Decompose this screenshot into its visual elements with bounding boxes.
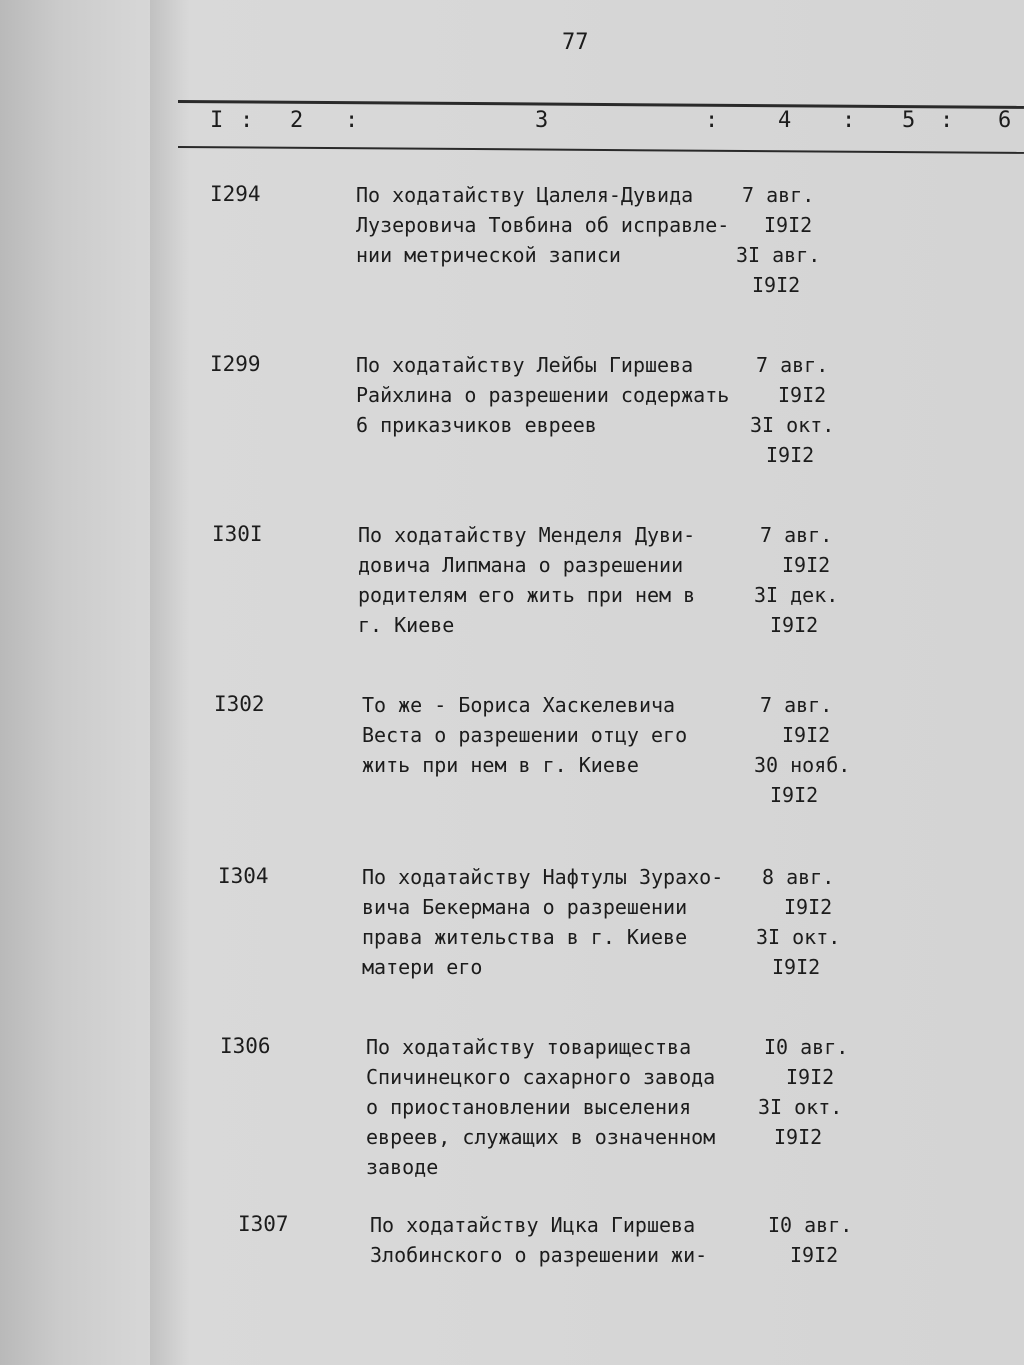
record-description-line: По ходатайству товарищества [366, 1035, 692, 1059]
record-description [362, 690, 687, 780]
book-gutter [150, 0, 190, 1365]
record-end-date-line: 3I окт. [758, 1095, 843, 1119]
record-end-date-line: 3I авг. [736, 243, 821, 267]
record-dates [754, 520, 839, 640]
record-dates [758, 1032, 849, 1152]
record-description-line: нии метрической записи [356, 243, 621, 267]
record-start-date-line: I9I2 [782, 723, 831, 747]
record-description-line: 6 приказчиков евреев [356, 413, 597, 437]
column-separator-4: : [842, 108, 856, 133]
record-description-line: довича Липмана о разрешении [358, 553, 684, 577]
record-number: I30I [212, 522, 263, 546]
column-head-2: 2 [290, 108, 304, 133]
column-separator-1: : [240, 108, 254, 133]
record-end-date-line: I9I2 [770, 613, 819, 637]
record-description [362, 862, 723, 982]
page-number: 77 [562, 30, 589, 55]
record-description-line: Спичинецкого сахарного завода [366, 1065, 716, 1089]
record-dates [736, 180, 821, 300]
record-start-date-line: 7 авг. [742, 183, 815, 207]
record-start-date-line: I9I2 [782, 553, 831, 577]
record-start-date-line: I0 авг. [764, 1035, 849, 1059]
record-description-line: родителям его жить при нем в [358, 583, 696, 607]
record-description-line: Лузеровича Товбина об исправле- [356, 213, 730, 237]
record-end-date-line: I9I2 [772, 955, 821, 979]
record-start-date-line: 7 авг. [760, 523, 833, 547]
record-start-date-line: 8 авг. [762, 865, 835, 889]
column-head-3: 3 [535, 108, 549, 133]
record-description-line: заводе [366, 1155, 439, 1179]
column-head-6: 6 [998, 108, 1012, 133]
record-end-date-line: 30 нояб. [754, 753, 851, 777]
record-end-date-line: 3I окт. [750, 413, 835, 437]
record-start-date-line: 7 авг. [756, 353, 829, 377]
record-number: I294 [210, 182, 261, 206]
record-dates [754, 690, 851, 810]
record-description-line: евреев, служащих в означенном [366, 1125, 716, 1149]
record-end-date-line: I9I2 [774, 1125, 823, 1149]
record-description-line: То же - Бориса Хаскелевича [362, 693, 676, 717]
record-start-date-line: I9I2 [786, 1065, 835, 1089]
record-description-line: Веста о разрешении отцу его [362, 723, 688, 747]
record-description-line: Злобинского о разрешении жи- [370, 1243, 708, 1267]
record-dates [756, 862, 841, 982]
column-separator-3: : [705, 108, 719, 133]
column-separator-2: : [345, 108, 359, 133]
record-description [358, 520, 695, 640]
record-number: I306 [220, 1034, 271, 1058]
record-description-line: о приостановлении выселения [366, 1095, 692, 1119]
record-description-line: вича Бекермана о разрешении [362, 895, 688, 919]
record-start-date-line: I0 авг. [768, 1213, 853, 1237]
record-description-line: По ходатайству Нафтулы Зурахо- [362, 865, 724, 889]
record-number: I302 [214, 692, 265, 716]
record-description-line: По ходатайству Менделя Дуви- [358, 523, 696, 547]
record-end-date-line: 3I окт. [756, 925, 841, 949]
record-start-date-line: 7 авг. [760, 693, 833, 717]
column-head-5: 5 [902, 108, 916, 133]
record-number: I307 [238, 1212, 289, 1236]
header-rule-top [178, 100, 1024, 109]
record-end-date-line: 3I дек. [754, 583, 839, 607]
record-dates [768, 1210, 852, 1270]
header-rule-bottom [178, 146, 1024, 154]
column-head-1: I [210, 108, 224, 133]
record-description [370, 1210, 707, 1270]
record-description-line: матери его [362, 955, 483, 979]
record-start-date-line: I9I2 [784, 895, 833, 919]
record-start-date-line: I9I2 [764, 213, 813, 237]
column-separator-5: : [940, 108, 954, 133]
record-description [356, 350, 729, 440]
record-description-line: права жительства в г. Киеве [362, 925, 688, 949]
record-description-line: г. Киеве [358, 613, 455, 637]
record-description [356, 180, 729, 270]
record-description-line: жить при нем в г. Киеве [362, 753, 639, 777]
record-number: I299 [210, 352, 261, 376]
record-dates [750, 350, 835, 470]
record-start-date-line: I9I2 [790, 1243, 839, 1267]
record-end-date-line: I9I2 [752, 273, 801, 297]
record-end-date-line: I9I2 [766, 443, 815, 467]
record-start-date-line: I9I2 [778, 383, 827, 407]
column-head-4: 4 [778, 108, 792, 133]
record-end-date-line: I9I2 [770, 783, 819, 807]
record-description-line: По ходатайству Лейбы Гиршева [356, 353, 694, 377]
record-description-line: Райхлина о разрешении содержать [356, 383, 730, 407]
record-description-line: По ходатайству Цалеля-Дувида [356, 183, 694, 207]
record-description [366, 1032, 715, 1182]
record-number: I304 [218, 864, 269, 888]
record-description-line: По ходатайству Ицка Гиршева [370, 1213, 696, 1237]
